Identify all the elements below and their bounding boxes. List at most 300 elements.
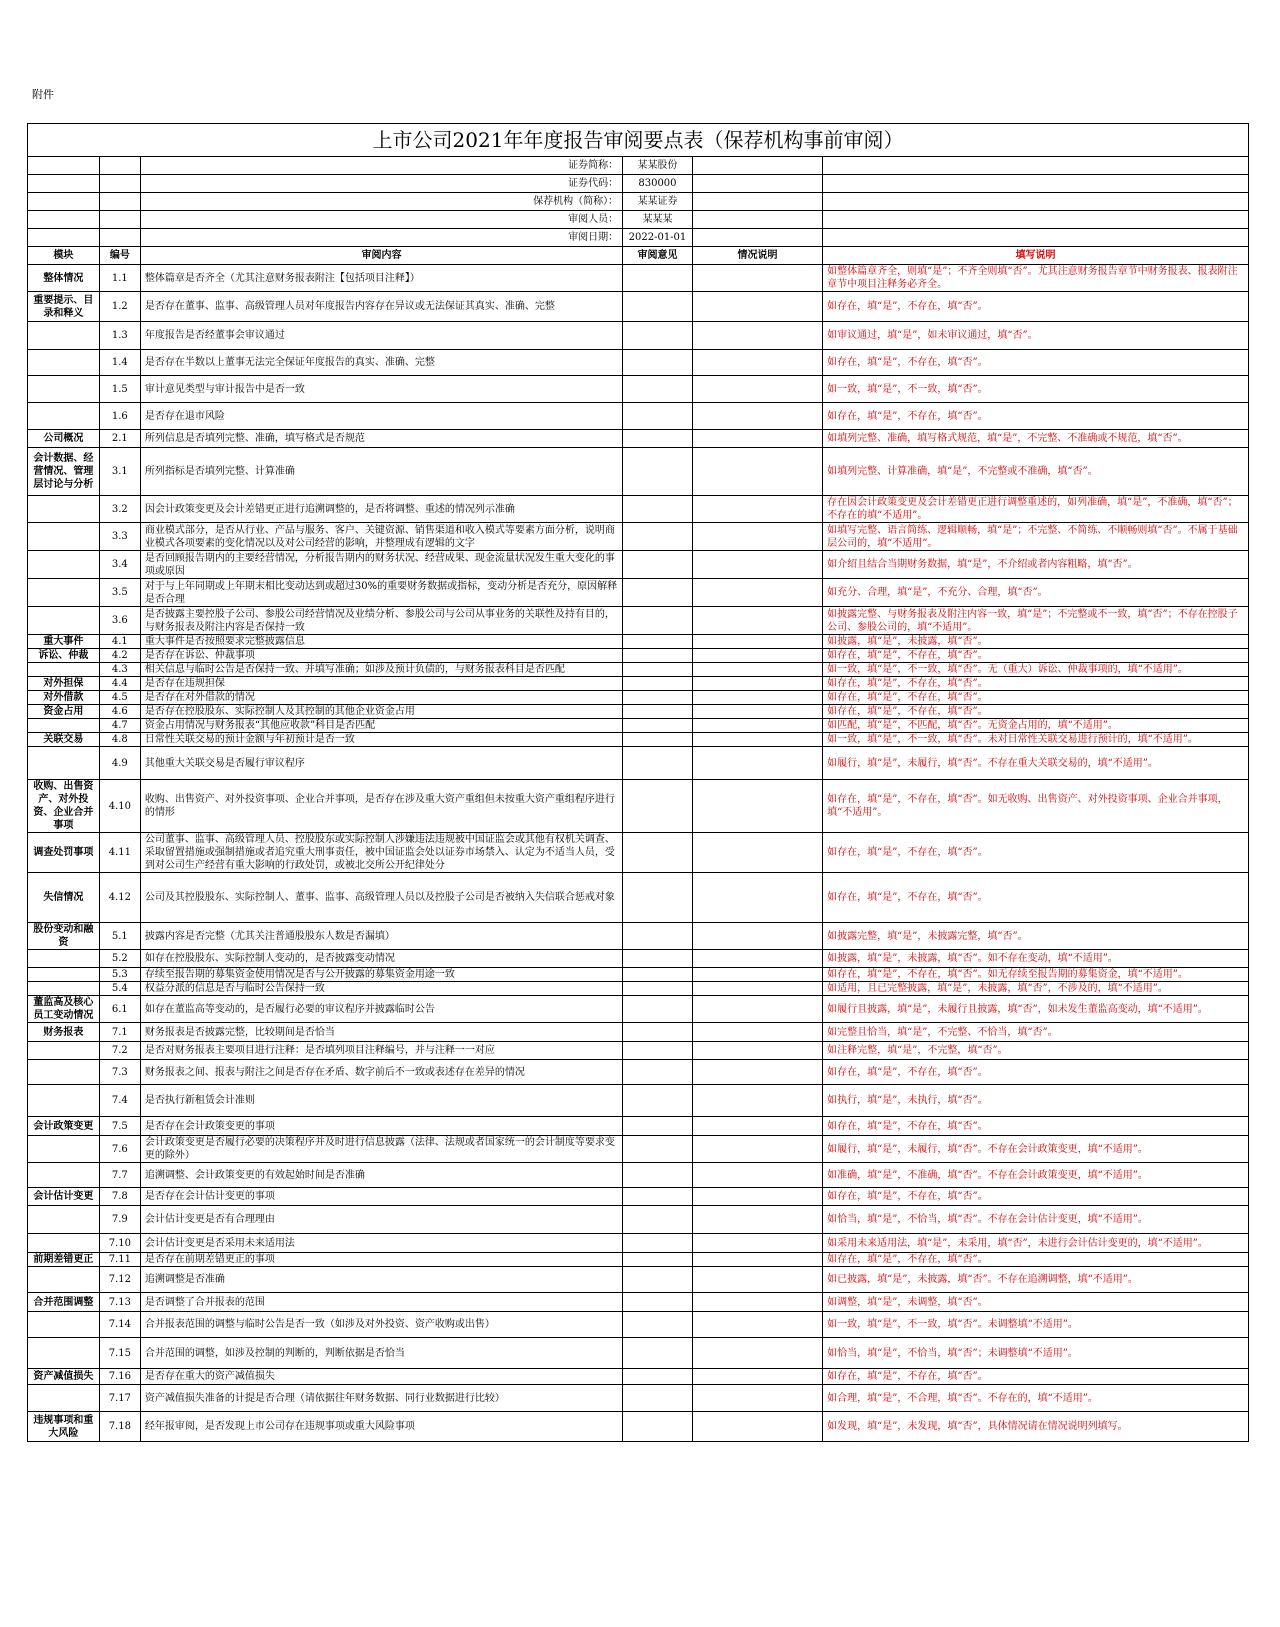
meta-label: 审阅日期： [140,229,622,247]
instruction-note: 如介绍且结合当期财务数据，填“是”，不介绍或者内容粗略，填“否”。 [823,551,1249,579]
review-content: 如存在控股股东、实际控制人变动的，是否披露变动情况 [140,950,622,968]
explanation-cell[interactable] [692,1312,822,1338]
review-content: 是否存在重大的资产减值损失 [140,1369,622,1385]
explanation-cell[interactable] [692,403,822,430]
meta-blank [99,193,140,211]
item-number: 7.7 [99,1163,140,1188]
review-opinion-cell[interactable] [623,1385,693,1412]
table-row [28,873,1249,923]
review-opinion-cell[interactable] [623,950,693,968]
review-content: 对于与上年同期或上年期末相比变动达到或超过30%的重要财务数据或指标，变动分析是否充分，原因解释是否合理 [140,579,622,607]
explanation-cell[interactable] [692,430,822,448]
item-number: 7.17 [99,1385,140,1412]
meta-blank [99,175,140,193]
explanation-cell[interactable] [692,1042,822,1060]
instruction-note: 如审议通过，填“是”，如未审议通过，填“否”。 [823,322,1249,350]
review-opinion-cell[interactable] [623,322,693,350]
module-cell [28,322,100,350]
instruction-note: 如发现，填“是”，未发现，填“否”，具体情况请在情况说明列填写。 [823,1412,1249,1442]
review-opinion-cell[interactable] [623,1085,693,1117]
item-number: 7.15 [99,1338,140,1369]
explanation-cell[interactable] [692,873,822,923]
instruction-note: 如披露完整、与财务报表及附注内容一致，填“是”；不完整或不一致，填“否”；不存在控股子公司、参股公司的，填“不适用”。 [823,607,1249,635]
review-opinion-cell[interactable] [623,677,693,691]
item-number: 7.12 [99,1267,140,1293]
module-cell [28,376,100,403]
instruction-note: 如合理，填“是”，不合理，填“否”。不存在的，填“不适用”。 [823,1385,1249,1412]
meta-blank [692,211,822,229]
table-row [28,1385,1249,1412]
review-opinion-cell[interactable] [623,292,693,322]
review-content: 其他重大关联交易是否履行审议程序 [140,747,622,780]
explanation-cell[interactable] [692,1085,822,1117]
review-opinion-cell[interactable] [623,579,693,607]
review-opinion-cell[interactable] [623,448,693,496]
meta-row [28,211,1249,229]
module-cell [28,663,100,677]
instruction-note: 如存在，填“是”，不存在，填“否”。 [823,677,1249,691]
meta-value[interactable]: 830000 [623,175,693,193]
review-opinion-cell[interactable] [623,1253,693,1267]
instruction-note: 如填列完整、计算准确，填“是”，不完整或不准确，填“否”。 [823,448,1249,496]
review-content: 是否存在对外借款的情况 [140,691,622,705]
review-opinion-cell[interactable] [623,1117,693,1136]
item-number: 7.4 [99,1085,140,1117]
instruction-note: 如调整，填“是”，未调整，填“否”。 [823,1293,1249,1312]
item-number: 7.3 [99,1060,140,1085]
module-cell: 前期差错更正 [28,1253,100,1267]
review-content: 披露内容是否完整（尤其关注普通股股东人数是否漏填） [140,923,622,950]
item-number: 7.11 [99,1253,140,1267]
meta-blank [692,157,822,175]
module-cell [28,551,100,579]
explanation-cell[interactable] [692,607,822,635]
instruction-note: 如已披露，填“是”，未披露，填“否”。不存在追溯调整，填“不适用”。 [823,1267,1249,1293]
review-content: 资金占用情况与财务报表“其他应收款”科目是否匹配 [140,719,622,733]
instruction-note: 如存在，填“是”，不存在，填“否”。 [823,1060,1249,1085]
review-opinion-cell[interactable] [623,733,693,747]
module-cell: 对外借款 [28,691,100,705]
table-row [28,1060,1249,1085]
review-opinion-cell[interactable] [623,833,693,873]
review-content: 合并范围的调整，如涉及控制的判断的，判断依据是否恰当 [140,1338,622,1369]
table-row [28,448,1249,496]
item-number: 4.10 [99,780,140,833]
explanation-cell[interactable] [692,1338,822,1369]
table-row [28,1117,1249,1136]
table-row [28,705,1249,719]
meta-row [28,175,1249,193]
review-opinion-cell[interactable] [623,923,693,950]
review-content: 存续至报告期的募集资金使用情况是否与公开披露的募集资金用途一致 [140,968,622,982]
review-content: 审计意见类型与审计报告中是否一致 [140,376,622,403]
meta-label: 证券代码： [140,175,622,193]
module-cell [28,747,100,780]
table-row [28,1023,1249,1042]
module-cell [28,350,100,376]
instruction-note: 如恰当，填“是”，不恰当，填“否”。不存在会计估计变更，填“不适用”。 [823,1206,1249,1234]
review-content: 所列指标是否填列完整、计算准确 [140,448,622,496]
instruction-note: 如适用，且已完整披露，填“是”，未披露，填“否”，不涉及的，填“不适用”。 [823,982,1249,996]
instruction-note: 如一致，填“是”，不一致，填“否”。未调整填“不适用”。 [823,1312,1249,1338]
table-row [28,523,1249,551]
review-content: 是否对财务报表主要项目进行注释：是否填列项目注释编号，并与注释一一对应 [140,1042,622,1060]
explanation-cell[interactable] [692,496,822,523]
instruction-note: 如存在，填“是”，不存在，填“否”。 [823,403,1249,430]
review-opinion-cell[interactable] [623,1163,693,1188]
explanation-cell[interactable] [692,663,822,677]
item-number: 7.14 [99,1312,140,1338]
explanation-cell[interactable] [692,982,822,996]
explanation-cell[interactable] [692,705,822,719]
table-row [28,496,1249,523]
explanation-cell[interactable] [692,1117,822,1136]
review-opinion-cell[interactable] [623,496,693,523]
review-content: 是否存在违规担保 [140,677,622,691]
instruction-note: 如恰当，填“是”，不恰当，填“否”；未调整填“不适用”。 [823,1338,1249,1369]
table-row [28,833,1249,873]
review-opinion-cell[interactable] [623,691,693,705]
review-opinion-cell[interactable] [623,663,693,677]
review-opinion-cell[interactable] [623,649,693,663]
item-number: 5.2 [99,950,140,968]
review-opinion-cell[interactable] [623,1234,693,1253]
explanation-cell[interactable] [692,677,822,691]
module-cell [28,1206,100,1234]
review-content: 年度报告是否经董事会审议通过 [140,322,622,350]
table-row [28,982,1249,996]
meta-value[interactable]: 某某某 [623,211,693,229]
meta-value[interactable]: 某某证券 [623,193,693,211]
review-content: 会计估计变更是否采用未来适用法 [140,1234,622,1253]
table-row [28,719,1249,733]
instruction-note: 如存在，填“是”，不存在，填“否”。 [823,292,1249,322]
module-cell [28,1136,100,1163]
item-number: 4.2 [99,649,140,663]
item-number: 6.1 [99,996,140,1023]
explanation-cell[interactable] [692,719,822,733]
review-opinion-cell[interactable] [623,1369,693,1385]
module-cell [28,950,100,968]
review-content: 是否披露主要控股子公司、参股公司经营情况及业绩分析、参股公司与公司从事业务的关联性及持有目的，与财务报表及附注内容是否保持一致 [140,607,622,635]
instruction-note: 如存在，填“是”，不存在，填“否”。 [823,350,1249,376]
module-cell: 关联交易 [28,733,100,747]
module-cell: 调查处罚事项 [28,833,100,873]
item-number: 1.4 [99,350,140,376]
module-cell [28,579,100,607]
item-number: 7.8 [99,1188,140,1206]
instruction-note: 如执行，填“是”，未执行，填“否”。 [823,1085,1249,1117]
explanation-cell[interactable] [692,1206,822,1234]
header-module: 模块 [28,247,100,265]
review-opinion-cell[interactable] [623,1312,693,1338]
review-opinion-cell[interactable] [623,705,693,719]
item-number: 5.4 [99,982,140,996]
item-number: 1.1 [99,265,140,292]
module-cell [28,1060,100,1085]
instruction-note: 如存在，填“是”，不存在，填“否”。 [823,873,1249,923]
module-cell [28,1385,100,1412]
review-opinion-cell[interactable] [623,551,693,579]
instruction-note: 如存在，填“是”，不存在，填“否”。 [823,649,1249,663]
explanation-cell[interactable] [692,1385,822,1412]
meta-blank [28,211,100,229]
meta-value[interactable]: 某某股份 [623,157,693,175]
review-content: 商业模式部分，是否从行业、产品与服务、客户、关键资源、销售渠道和收入模式等要素方面分析，说明商业模式各项要素的变化情况以及对公司经营的影响，并整理成有逻辑的文字 [140,523,622,551]
explanation-cell[interactable] [692,1023,822,1042]
item-number: 4.9 [99,747,140,780]
explanation-cell[interactable] [692,1369,822,1385]
review-content: 财务报表是否披露完整，比较期间是否恰当 [140,1023,622,1042]
explanation-cell[interactable] [692,733,822,747]
table-row [28,1206,1249,1234]
review-content: 经年报审阅，是否发现上市公司存在违规事项或重大风险事项 [140,1412,622,1442]
module-cell: 董监高及核心员工变动情况 [28,996,100,1023]
module-cell: 重要提示、目录和释义 [28,292,100,322]
review-opinion-cell[interactable] [623,996,693,1023]
instruction-note: 如整体篇章齐全，则填“是”；不齐全则填“否”。尤其注意财务报告章节中财务报表、报表附注章节中项目注释务必齐全。 [823,265,1249,292]
review-opinion-cell[interactable] [623,430,693,448]
review-opinion-cell[interactable] [623,523,693,551]
item-number: 1.6 [99,403,140,430]
review-opinion-cell[interactable] [623,403,693,430]
review-content: 财务报表之间、报表与附注之间是否存在矛盾、数字前后不一致或表述存在差异的情况 [140,1060,622,1085]
table-row [28,292,1249,322]
explanation-cell[interactable] [692,292,822,322]
table-row [28,1136,1249,1163]
item-number: 4.1 [99,635,140,649]
review-content: 所列信息是否填列完整、准确，填写格式是否规范 [140,430,622,448]
explanation-cell[interactable] [692,923,822,950]
meta-label: 证券简称： [140,157,622,175]
instruction-note: 如披露，填“是”，未披露，填“否”。如不存在变动，填“不适用”。 [823,950,1249,968]
review-opinion-cell[interactable] [623,376,693,403]
meta-blank [28,157,100,175]
meta-value[interactable]: 2022-01-01 [623,229,693,247]
review-content: 追溯调整、会计政策变更的有效起始时间是否准确 [140,1163,622,1188]
review-content: 是否存在退市风险 [140,403,622,430]
explanation-cell[interactable] [692,780,822,833]
item-number: 4.6 [99,705,140,719]
instruction-note: 如履行，填“是”，未履行，填“否”。不存在会计政策变更，填“不适用”。 [823,1136,1249,1163]
table-row [28,780,1249,833]
table-row [28,733,1249,747]
review-opinion-cell[interactable] [623,1412,693,1442]
review-opinion-cell[interactable] [623,1060,693,1085]
instruction-note: 如履行且披露，填“是”，未履行且披露，填“否”，如未发生董监高变动，填“不适用”。 [823,996,1249,1023]
review-opinion-cell[interactable] [623,1188,693,1206]
explanation-cell[interactable] [692,1293,822,1312]
table-row [28,350,1249,376]
review-opinion-cell[interactable] [623,1042,693,1060]
meta-blank [692,175,822,193]
review-opinion-cell[interactable] [623,1206,693,1234]
review-content: 权益分派的信息是否与临时公告保持一致 [140,982,622,996]
instruction-note: 如匹配，填“是”，不匹配，填“否”。无资金占用的，填“不适用”。 [823,719,1249,733]
table-row [28,376,1249,403]
header-opinion: 审阅意见 [623,247,693,265]
instruction-note: 如完整且恰当，填“是”，不完整、不恰当，填“否”。 [823,1023,1249,1042]
review-opinion-cell[interactable] [623,982,693,996]
item-number: 7.1 [99,1023,140,1042]
item-number: 3.5 [99,579,140,607]
table-row [28,1085,1249,1117]
table-row [28,265,1249,292]
review-content: 重大事件是否按照要求完整披露信息 [140,635,622,649]
module-cell: 违规事项和重大风险 [28,1412,100,1442]
instruction-note: 如存在，填“是”，不存在，填“否”。 [823,705,1249,719]
review-opinion-cell[interactable] [623,1293,693,1312]
header-content: 审阅内容 [140,247,622,265]
meta-blank [99,157,140,175]
item-number: 2.1 [99,430,140,448]
explanation-cell[interactable] [692,1060,822,1085]
instruction-note: 如存在，填“是”，不存在，填“否”。 [823,833,1249,873]
review-content: 因会计政策变更及会计差错更正进行追溯调整的，是否将调整、重述的情况列示准确 [140,496,622,523]
meta-blank [692,193,822,211]
header-row [28,247,1249,265]
item-number: 7.10 [99,1234,140,1253]
table-row [28,663,1249,677]
explanation-cell[interactable] [692,1188,822,1206]
review-opinion-cell[interactable] [623,780,693,833]
table-row [28,1267,1249,1293]
explanation-cell[interactable] [692,950,822,968]
explanation-cell[interactable] [692,747,822,780]
explanation-cell[interactable] [692,1253,822,1267]
item-number: 4.12 [99,873,140,923]
review-table [27,123,1249,1442]
meta-blank [28,193,100,211]
review-opinion-cell[interactable] [623,873,693,923]
explanation-cell[interactable] [692,691,822,705]
item-number: 4.7 [99,719,140,733]
title-row [28,124,1249,157]
module-cell: 会计估计变更 [28,1188,100,1206]
module-cell: 合并范围调整 [28,1293,100,1312]
instruction-note: 如存在，填“是”，不存在，填“否”。 [823,1117,1249,1136]
table-row [28,1312,1249,1338]
review-content: 是否执行新租赁会计准则 [140,1085,622,1117]
explanation-cell[interactable] [692,635,822,649]
item-number: 4.4 [99,677,140,691]
meta-row [28,229,1249,247]
review-opinion-cell[interactable] [623,1136,693,1163]
review-content: 收购、出售资产、对外投资事项、企业合并事项，是否存在涉及重大资产重组但未按重大资产重组程序进行的情形 [140,780,622,833]
module-cell [28,1338,100,1369]
instruction-note: 如履行，填“是”，未履行，填“否”。不存在重大关联交易的，填“不适用”。 [823,747,1249,780]
review-opinion-cell[interactable] [623,350,693,376]
explanation-cell[interactable] [692,350,822,376]
table-row [28,691,1249,705]
table-row [28,403,1249,430]
table-row [28,635,1249,649]
table-row [28,968,1249,982]
table-row [28,649,1249,663]
module-cell [28,1267,100,1293]
item-number: 7.16 [99,1369,140,1385]
table-row [28,1412,1249,1442]
review-opinion-cell[interactable] [623,635,693,649]
module-cell: 失信情况 [28,873,100,923]
table-row [28,923,1249,950]
table-row [28,1163,1249,1188]
explanation-cell[interactable] [692,448,822,496]
review-content: 会计政策变更是否履行必要的决策程序并及时进行信息披露（法律、法规或者国家统一的会计制度等要求变更的除外） [140,1136,622,1163]
explanation-cell[interactable] [692,1412,822,1442]
explanation-cell[interactable] [692,968,822,982]
review-content: 日常性关联交易的预计金额与年初预计是否一致 [140,733,622,747]
instruction-note: 如充分、合理，填“是”，不充分、合理，填“否”。 [823,579,1249,607]
instruction-note: 如采用未来适用法，填“是”，未采用，填“否”，未进行会计估计变更的，填“不适用”。 [823,1234,1249,1253]
explanation-cell[interactable] [692,996,822,1023]
module-cell: 收购、出售资产、对外投资、企业合并事项 [28,780,100,833]
item-number: 4.3 [99,663,140,677]
instruction-note: 如存在，填“是”，不存在，填“否”。 [823,1369,1249,1385]
table-row [28,747,1249,780]
meta-row [28,193,1249,211]
meta-blank [28,175,100,193]
review-opinion-cell[interactable] [623,1267,693,1293]
review-opinion-cell[interactable] [623,1023,693,1042]
item-number: 4.8 [99,733,140,747]
module-cell [28,982,100,996]
item-number: 3.4 [99,551,140,579]
review-opinion-cell[interactable] [623,607,693,635]
item-number: 7.18 [99,1412,140,1442]
table-row [28,430,1249,448]
explanation-cell[interactable] [692,579,822,607]
explanation-cell[interactable] [692,376,822,403]
explanation-cell[interactable] [692,1163,822,1188]
review-content: 公司及其控股股东、实际控制人、董事、监事、高级管理人员以及控股子公司是否被纳入失信联合惩戒对象 [140,873,622,923]
explanation-cell[interactable] [692,265,822,292]
item-number: 1.5 [99,376,140,403]
table-row [28,1188,1249,1206]
module-cell: 整体情况 [28,265,100,292]
instruction-note: 如披露完整，填“是”，未披露完整，填“否”。 [823,923,1249,950]
explanation-cell[interactable] [692,523,822,551]
table-row [28,677,1249,691]
review-opinion-cell[interactable] [623,1338,693,1369]
explanation-cell[interactable] [692,322,822,350]
explanation-cell[interactable] [692,833,822,873]
explanation-cell[interactable] [692,1267,822,1293]
header-explanation: 情况说明 [692,247,822,265]
module-cell [28,1234,100,1253]
review-content: 是否存在会计政策变更的事项 [140,1117,622,1136]
instruction-note: 如准确，填“是”，不准确，填“否”。不存在会计政策变更，填“不适用”。 [823,1163,1249,1188]
module-cell: 重大事件 [28,635,100,649]
review-opinion-cell[interactable] [623,968,693,982]
review-opinion-cell[interactable] [623,747,693,780]
explanation-cell[interactable] [692,649,822,663]
review-content: 是否调整了合并报表的范围 [140,1293,622,1312]
review-opinion-cell[interactable] [623,719,693,733]
instruction-note: 如存在，填“是”，不存在，填“否”。 [823,691,1249,705]
explanation-cell[interactable] [692,1136,822,1163]
explanation-cell[interactable] [692,551,822,579]
module-cell: 会计数据、经营情况、管理层讨论与分析 [28,448,100,496]
module-cell [28,1312,100,1338]
review-opinion-cell[interactable] [623,265,693,292]
review-content: 是否存在董事、监事、高级管理人员对年度报告内容存在异议或无法保证其真实、准确、完整 [140,292,622,322]
table-row [28,607,1249,635]
explanation-cell[interactable] [692,1234,822,1253]
item-number: 3.3 [99,523,140,551]
page-title: 上市公司2021年年度报告审阅要点表（保荐机构事前审阅） [28,124,1249,157]
table-row [28,1234,1249,1253]
